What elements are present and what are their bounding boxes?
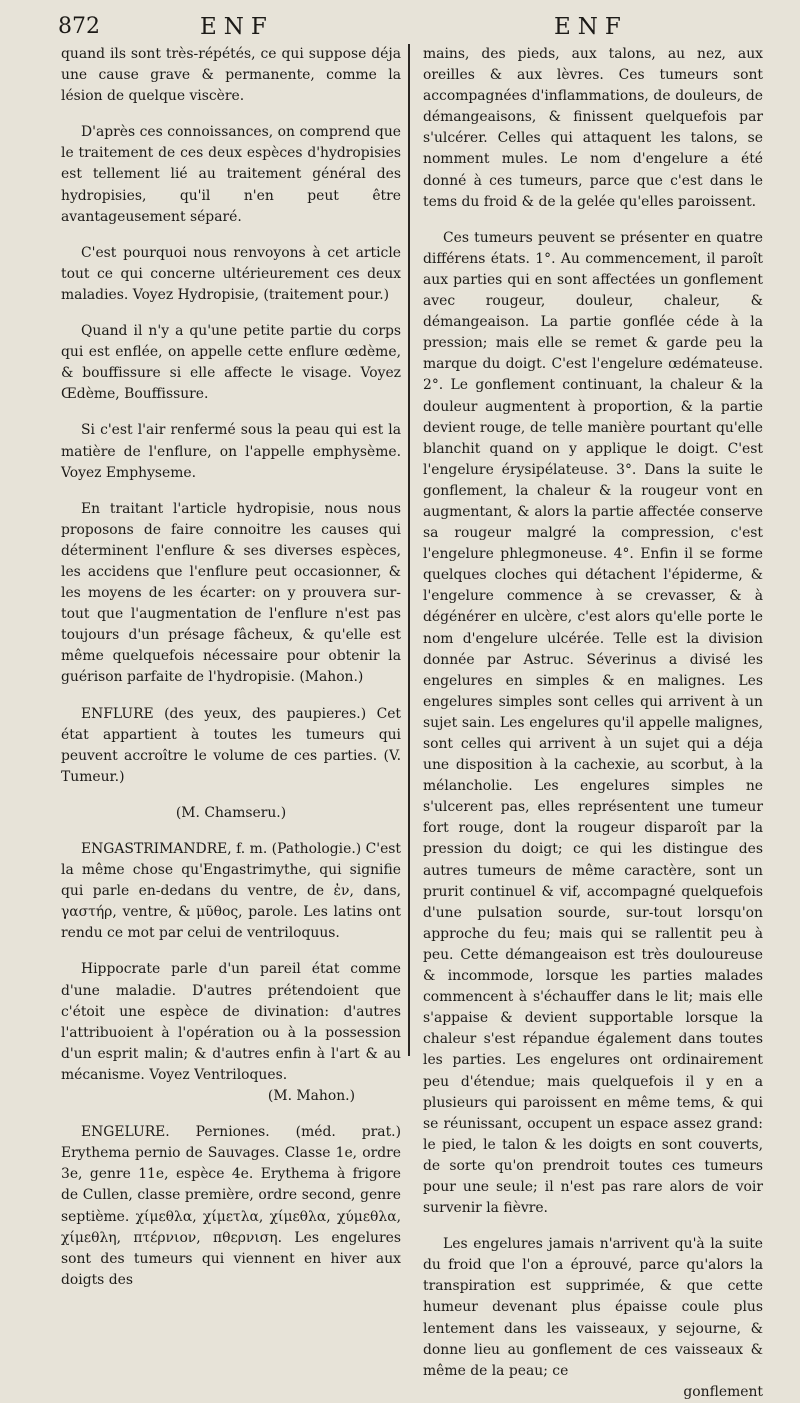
author-signature: (M. Mahon.)	[267, 1088, 355, 1105]
column-divider	[408, 44, 410, 1056]
paragraph: Hippocrate parle d'un pareil état comme d'une maladie. D'autres prétendoient que c'étoit une espèce de divination: d'autres l'attribuoient à l'opération ou à la possession d'un esprit malin; & d'autres enfin à l'art & au mécanisme. Voyez Ventriloques.	[61, 961, 401, 1083]
catchword: gonflement	[683, 1383, 763, 1400]
right-column	[423, 44, 763, 1403]
paragraph: Les engelures jamais n'arrivent qu'à la suite du froid que l'on a éprouvé, parce qu'alors la transpiration est supprimée, & que cette humeur devenant plus épaisse coule plus lentement dans les vaisseaux, y sejourne, & donne lieu au gonflement de ces vaisseaux & même de la peau; ce	[423, 1236, 763, 1379]
page-header	[0, 14, 800, 44]
paragraph: quand ils sont très-répétés, ce qui suppose déja une cause grave & permanente, comme la lésion de quelque viscère.	[61, 46, 401, 105]
running-head-right: ENF	[554, 14, 628, 40]
paragraph: En traitant l'article hydropisie, nous nous proposons de faire connoitre les causes qui déterminent l'enflure & ses diverses espèces, les accidens que l'enflure peut occasionner, & les moyens de les écarter: on y prouvera sur-tout que l'augmentation de l'enflure n'est pas toujours d'un présage fâcheux, & qu'elle est même quelquefois nécessaire pour obtenir la guérison parfaite de l'hydropisie. (Mahon.)	[61, 500, 401, 686]
entry-engastrimandre: ENGASTRIMANDRE, f. m. (Pathologie.) C'est la même chose qu'Engastrimythe, qui signifie qui parle en-dedans du ventre, de ἐν, dans, γαστήρ, ventre, & μῦθος, parole. Les latins ont rendu ce mot par celui de ventriloquus.	[61, 841, 401, 942]
paragraph: C'est pourquoi nous renvoyons à cet article tout ce qui concerne ultérieurement ces deux maladies. Voyez Hydropisie, (traitement pour.)	[61, 244, 401, 303]
paragraph: Ces tumeurs peuvent se présenter en quatre différens états. 1°. Au commencement, il paroît aux parties qui en sont affectées un gonflement avec rougeur, douleur, chaleur, & démangeaison. La partie gonflée céde à la pression; mais elle se remet & garde peu la marque du doigt. C'est l'engelure œdémateuse. 2°. Le gonflement continuant, la chaleur & la douleur augmentent à proportion, & la partie devient rouge, de telle manière pourtant qu'elle blanchit quand on y applique le doigt. C'est l'engelure érysipélateuse. 3°. Dans la suite le gonflement, la chaleur & la rougeur vont en augmentant, & alors la partie affectée conserve sa rougeur malgré la compression, c'est l'engelure phlegmoneuse. 4°. Enfin il se forme quelques cloches qui détachent l'épiderme, & l'engelure commence à se crevasser, & à dégénérer en ulcère, c'est alors qu'elle porte le nom d'engelure ulcérée. Telle est la division donnée par Astruc. Séverinus a divisé les engelures en simples & en malignes. Les engelures simples sont celles qui arrivent à un sujet sain. Les engelures qu'il appelle malignes, sont celles qui arrivent à un sujet qui a déja une disposition à la cachexie, au scorbut, à la mélancholie. Les engelures simples ne s'ulcerent pas, elles représentent une tumeur fort rouge, dont la rougeur disparoît par la pression du doigt; ce qui les distingue des autres tumeurs de même caractère, sont un prurit continuel & vif, accompagné quelquefois d'une pulsation sourde, sur-tout lorsqu'on approche du feu; mais qui se rallentit peu à peu. Cette démangeaison est très douloureuse & incommode, lorsque les parties malades commencent à s'échauffer dans le lit; mais elle s'appaise & devient supportable lorsque la chaleur s'est répandue également dans toutes les parties. Les engelures ont ordinairement peu d'étendue; mais quelquefois il y en a plusieurs qui paroissent en même tems, & qui se réunissant, occupent un espace assez grand: le pied, le talon & les doigts en sont couverts, de sorte qu'on prendroit toutes ces tumeurs pour une seule; il n'est pas rare alors de voir survenir la fièvre.	[423, 229, 763, 1217]
entry-engelure: ENGELURE. Perniones. (méd. prat.) Erythema pernio de Sauvages. Classe 1e, ordre 3e, genre 11e, espèce 4e. Erythema à frigore de Cullen, classe première, ordre second, genre septième. χίμεθλα, χίμετλα, χίμεθλα, χύμεθλα, χίμεθλη, πτέρνιον, πθερνιση. Les engelures sont des tumeurs qui viennent en hiver aux doigts des	[61, 1124, 401, 1288]
left-column	[61, 44, 401, 1291]
paragraph: D'après ces connoissances, on comprend que le traitement de ces deux espèces d'hydropisies est tellement lié au traitement général des hydropisies, qu'il n'en peut être avantageusement séparé.	[61, 124, 401, 225]
entry-enflure-yeux: ENFLURE (des yeux, des paupieres.) Cet état appartient à toutes les tumeurs qui peuvent accroître le volume de ces parties. (V. Tumeur.)	[61, 705, 401, 785]
paragraph: mains, des pieds, aux talons, au nez, aux oreilles & aux lèvres. Ces tumeurs sont accompagnées d'inflammations, de douleurs, de démangeaisons, & finissent quelquefois par s'ulcérer. Celles qui attaquent les talons, se nomment mules. Le nom d'engelure a été donné à ces tumeurs, parce que c'est dans le tems du froid & de la gelée qu'elles paroissent.	[423, 46, 763, 210]
paragraph: Si c'est l'air renfermé sous la peau qui est la matière de l'enflure, on l'appelle emphysème. Voyez Emphyseme.	[61, 422, 401, 481]
paragraph: Quand il n'y a qu'une petite partie du corps qui est enflée, on appelle cette enflure œdème, & bouffissure si elle affecte le visage. Voyez Œdème, Bouffissure.	[61, 323, 401, 403]
author-signature: (M. Chamseru.)	[175, 804, 287, 821]
running-head-left: ENF	[200, 14, 274, 40]
page-number: 872	[58, 14, 100, 39]
